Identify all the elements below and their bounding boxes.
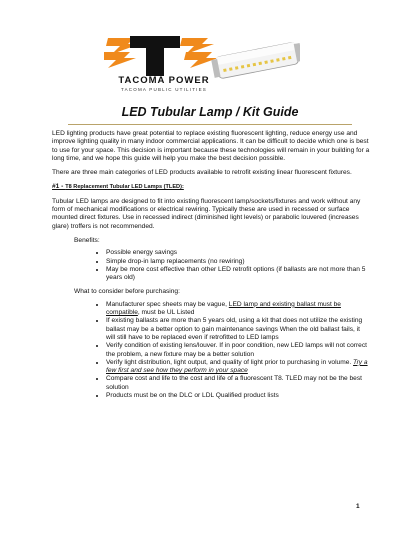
item-text: , must be UL Listed: [137, 309, 195, 317]
logo-subtitle: TACOMA PUBLIC UTILITIES: [120, 87, 208, 92]
list-item: • Simple drop-in lamp replacements (no rewiring): [106, 258, 370, 266]
section-number: #1 -: [52, 183, 66, 191]
page-number: 1: [356, 503, 360, 510]
list-item: • May be more cost effective than other LED retrofit options (if ballasts are not more than 5 years old): [106, 266, 370, 283]
benefits-label: Benefits:: [74, 236, 100, 244]
title-divider: [68, 124, 352, 125]
intro-paragraph: LED lighting products have great potential to replace existing fluorescent lighting, reduce energy use and improve lighting quality in many indoor commercial applications. It can be difficult to decide which one is best to use for your space. This decision is important because these technologies will remain in your building for a long time, and we hope this guide will help you make the best decision possible.: [52, 130, 370, 162]
list-item: • Products must be on the DLC or LDL Qualified product lists: [106, 392, 370, 400]
section-heading: [52, 183, 370, 191]
benefits-list: [52, 249, 370, 282]
document-body: [52, 130, 370, 406]
list-item: • Possible energy savings: [106, 249, 370, 257]
section-description: Tubular LED lamps are designed to fit into existing fluorescent lamp/sockets/fixtures and work without any form of mechanical modifications or electrical rewiring. Typically these are used in recessed or surface mounted direct fixtures. Use in recessed indirect (diminished light levels) or parabolic louvered (increases glare) troffers is not recommended.: [52, 197, 361, 230]
list-item: • Verify condition of existing lens/louver. If in poor condition, new LED lamps will not correct the problem, a new fixture may be a better solution: [106, 342, 370, 359]
list-item: [106, 301, 370, 318]
logo-name: TACOMA POWER: [118, 75, 210, 86]
item-text: Manufacturer spec sheets may be vague,: [106, 300, 229, 308]
list-item: • If existing ballasts are more than 5 years old, using a kit that does not utilize the existing ballast may be a better option to gain maintenance savings When the old ballast fails, it will still have to be replaced even if retrofitted to LED lamps: [106, 317, 370, 342]
consider-label: What to consider before purchasing:: [74, 288, 180, 296]
categories-paragraph: There are three main categories of LED products available to retrofit existing linear fluorescent fixtures.: [52, 169, 352, 177]
underlined-text: LED lamp and existing ballast must be compatible: [106, 300, 341, 317]
list-item: • Compare cost and life to the cost and life of a fluorescent T8. TLED may not be the best solution: [106, 375, 370, 392]
section-title: T8 Replacement Tubular LED Lamps (TLED):: [65, 184, 184, 191]
underlined-italic-text: Try a few first and see how they perform in your space: [106, 358, 368, 375]
list-item: [106, 359, 370, 376]
logo-text: [104, 75, 224, 92]
page-title: LED Tubular Lamp / Kit Guide: [121, 105, 299, 119]
item-text: Verify light distribution, light output, and quality of light prior to purchasing in volume.: [106, 358, 354, 366]
consider-list: [52, 301, 370, 401]
